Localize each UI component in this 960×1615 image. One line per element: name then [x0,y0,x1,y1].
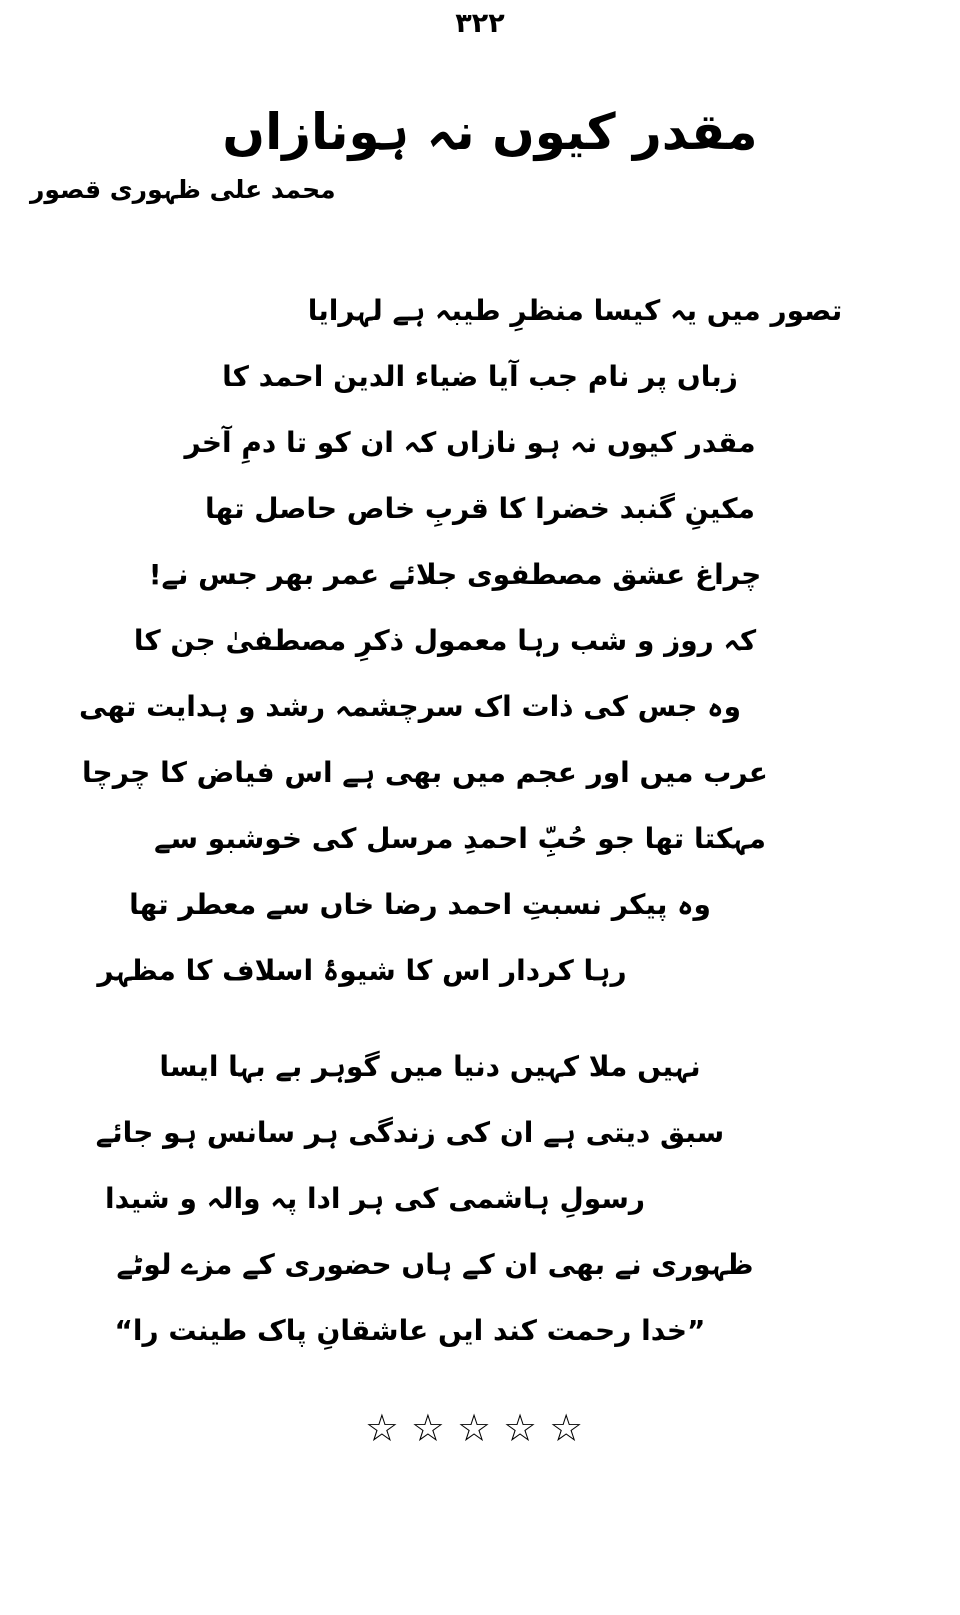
poem-line: وہ پیکر نسبتِ احمد رضا خاں سے معطر تھا [129,888,711,921]
poem-line: سبق دیتی ہے ان کی زندگی ہر سانس ہو جائے [95,1116,725,1149]
poem-line: وہ جس کی ذات اک سرچشمہ رشد و ہدایت تھی [79,690,741,723]
poem-line: تصور میں یہ کیسا منظرِ طیبہ ہے لہرایا [307,294,843,327]
page-number: ۳۲۲ [455,8,505,39]
poem-line: ”خدا رحمت کند ایں عاشقانِ پاک طینت را“ [114,1314,706,1347]
poem-body [0,278,960,1364]
poem-line: کہ روز و شب رہا معمول ذکرِ مصطفیٰ جن کا [133,624,757,657]
poem-line: زباں پر نام جب آیا ضیاء الدین احمد کا [222,360,738,393]
poem-line: رہا کردار اس کا شیوۂ اسلاف کا مظہر [97,954,627,987]
poem-line: رسولِ ہاشمی کی ہر ادا پہ والہ و شیدا [104,1182,646,1215]
poem-line: چراغ عشق مصطفوی جلائے عمر بھر جس نے! [148,558,762,591]
poem-line: نہیں ملا کہیں دنیا میں گوہر بے بہا ایسا [159,1050,701,1083]
star-divider-icon: ☆☆☆☆☆ [364,1406,596,1450]
poem-line: ظہوری نے بھی ان کے ہاں حضوری کے مزے لوٹے [116,1248,754,1281]
poem-author: محمد علی ظہوری قصور [30,175,336,204]
poem-line: مقدر کیوں نہ ہو نازاں کہ ان کو تا دمِ آخر [184,426,756,459]
poem-title: مقدر کیوں نہ ہونازاں [222,103,758,161]
poem-line: عرب میں اور عجم میں بھی ہے اس فیاض کا چرچا [82,756,768,789]
poem-line: مکینِ گنبد خضرا کا قربِ خاص حاصل تھا [205,492,755,525]
poem-line: مہکتا تھا جو حُبِّ احمدِ مرسل کی خوشبو سے [154,822,766,855]
